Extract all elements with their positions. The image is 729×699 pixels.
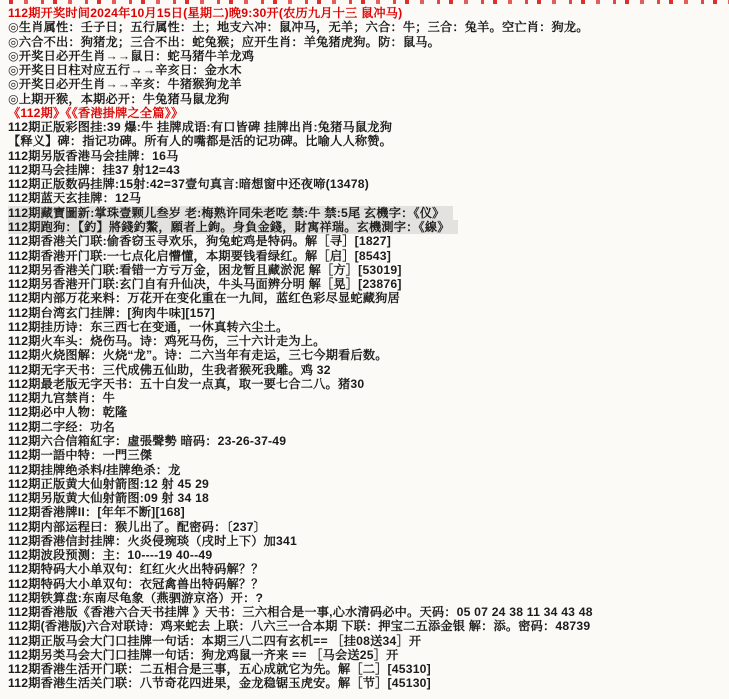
treasure-map-line: 112期藏寶圖新:掌珠壹颗儿叁岁 老:梅熟许同朱老吃 禁:牛 禁:5尾 玄機字：《仪》 xyxy=(8,206,453,220)
alt-hk-opening-couplet-line: 112期另香港开门联:玄门自有升仙决，牛头马面辨分明 解［晃］[23876] xyxy=(8,277,402,292)
liuhe-exclusion-line: ◎六合不出：狗猪龙；三合不出：蛇兔猴；应开生肖：羊兔猪虎狗。防：鼠马。 xyxy=(8,34,441,49)
paogou-line: 112期跑狗：【釣】將錢釣鰲，願者上鉤。身負金錢，財寓祥瑞。玄機測字：《線》 xyxy=(8,220,458,234)
train-head-line: 112期火车头：烧伤马。诗：鸡死马伤，三十六计走为上。 xyxy=(8,334,326,349)
last-period-result-line: ◎上期开猴，本期必开：牛兔猪马鼠龙狗 xyxy=(8,91,230,106)
internal-fortune-line: 112期内部运程曰：猴儿出了。配密码：〔237〕 xyxy=(8,519,267,534)
five-elements-line: ◎开奖日日柱对应五行→→辛亥日：金水木 xyxy=(8,63,242,78)
draw-time-header: 112期开奖时间2024年10月15日(星期二)晚9:30开(农历九月十三 鼠冲马) xyxy=(8,6,403,20)
two-word-scripture-line: 112期二字经：功名 xyxy=(8,419,115,434)
section-title: 《112期》《《香港掛牌之全篇》》 xyxy=(8,105,184,120)
clipped-text-fragments xyxy=(0,0,729,4)
official-gate-guapai-line: 112期正版马会大门口挂牌一句话：本期三八二四有玄机== ［挂08送34］开 xyxy=(8,633,422,648)
document-body xyxy=(0,5,729,691)
hk-envelope-guapai-line: 112期香港信封挂牌：火炎侵琬琰（戌时上下）加341 xyxy=(8,533,297,548)
digital-guapai-line: 112期正版数码挂牌:15射:42=37壹句真言:暗想窗中还夜啼(13478) xyxy=(8,177,369,192)
special-size-odd-even-line-2: 112期特码大小单双句：衣冠禽兽出特码解？？ xyxy=(8,576,264,591)
tianshu-guapai-line: 112期香港版《香港六合天书挂牌 》天书：三六相合是一事,心水清码必中。天码：05 07 24 38 11 34 43 48 xyxy=(8,605,593,620)
wordless-book-line: 112期无字天书：三代成佛五仙助，生我者猴死我雕。鸡 32 xyxy=(8,362,331,377)
hk-closing-couplet-line: 112期香港关门联:偷香窃玉寻欢乐，狗兔蛇鸡是特码。解［寻］[1827] xyxy=(8,234,392,249)
calendar-poem-line: 112期挂历诗：东三西七在变通，一休真转六尘土。 xyxy=(8,319,289,334)
hk-pai-ii-line: 112期香港牌II：[年年不断][168] xyxy=(8,505,185,520)
alt-hk-jockey-club-guapai-line: 112期另版香港马会挂牌：16马 xyxy=(8,148,179,163)
hk-life-opening-couplet-line: 112期香港生活开门联：二五相合是三事，五心成就它为先。解［二］[45310] xyxy=(8,662,431,677)
hk-life-closing-couplet-line: 112期香港生活关门联：八节奇花四进果，金龙稳锯玉虎安。解［节］[45130] xyxy=(8,676,431,691)
alt-huang-daxian-arrow-line: 112期另版黄大仙射箭图:09 射 34 18 xyxy=(8,491,210,506)
huang-daxian-arrow-line: 112期正版黄大仙射箭图:12 射 45 29 xyxy=(8,476,210,491)
alt-gate-guapai-line: 112期另类马会大门口挂牌一句话：狗龙鸡鼠一齐来 == ［马会送25］开 xyxy=(8,647,399,662)
iron-abacus-line: 112期铁算盘:东南尽龟象（燕驷游京洛）开：? xyxy=(8,590,264,605)
must-hit-figure-line: 112期必中人物：乾隆 xyxy=(8,405,128,420)
hk-opening-couplet-line: 112期香港开门联:一七点化启懵懂，本期要钱看绿红。解［启］[8543] xyxy=(8,248,392,263)
fire-burn-diagram-line: 112期火烧图解：火烧“龙”。诗：二六当年有走运，三七今期看后数。 xyxy=(8,348,388,363)
one-phrase-special-line: 112期一語中特：一門三傑 xyxy=(8,448,153,463)
zodiac-attribute-line: ◎生肖属性：壬子日；五行属性：土；地支六冲：鼠冲马，无羊；六合：牛；三合：兔羊。空亡肖：狗龙。 xyxy=(8,20,589,35)
idiom-explanation-line: 【释义】碑：指记功碑。所有人的嘴都是活的记功碑。比喻人人称赞。 xyxy=(8,134,393,149)
official-color-chart-line: 112期正版彩图挂:39 爆:牛 挂牌成语:有口皆碑 挂牌出肖:兔猪马鼠龙狗 xyxy=(8,120,393,135)
lantian-xuan-guapai-line: 112期蓝天玄挂牌：12马 xyxy=(8,191,142,206)
guapai-kill-line: 112期挂牌绝杀料/挂牌绝杀：龙 xyxy=(8,462,181,477)
oldest-wordless-book-line: 112期最老版无字天书：五十白发一点真，取一要七合二八。猪30 xyxy=(8,376,365,391)
liuhe-mailbox-red-word-line: 112期六合信箱紅字：虛張聲勢 暗码：23-26-37-49 xyxy=(8,433,287,448)
jockey-club-guapai-line: 112期马会挂牌：挂37 射12=43 xyxy=(8,162,181,177)
wave-prediction-line: 112期波段预测：主：10----19 40--49 xyxy=(8,548,213,563)
internal-wanhua-line: 112期内部万花来料：万花开在变化重在一九间，蓝红色彩尽显蛇藏狗居 xyxy=(8,291,400,306)
must-open-zodiac-rat-day-line: ◎开奖日必开生肖→→鼠日：蛇马猪牛羊龙鸡 xyxy=(8,48,255,63)
jiugong-forbidden-zodiac-line: 112期九宫禁肖：牛 xyxy=(8,391,115,406)
must-open-zodiac-xinhai-line: ◎开奖日必开生肖→→辛亥：牛猪猴狗龙羊 xyxy=(8,77,242,92)
taiwan-xuanmen-guapai-line: 112期台湾玄门挂牌：[狗肉牛味][157] xyxy=(8,305,215,320)
liuhe-couplet-poem-line: 112期(香港版)六合对联诗：鸡来蛇去 上联：八六三一合本期 下联：押宝二五添金银 解：添。密码：48739 xyxy=(8,619,591,634)
alt-hk-closing-couplet-line: 112期另香港关门联:看错一方亏万金，困龙暂且藏淤泥 解［方］[53019] xyxy=(8,262,402,277)
special-size-odd-even-line-1: 112期特码大小单双句：红红火火出特码解？？ xyxy=(8,562,264,577)
